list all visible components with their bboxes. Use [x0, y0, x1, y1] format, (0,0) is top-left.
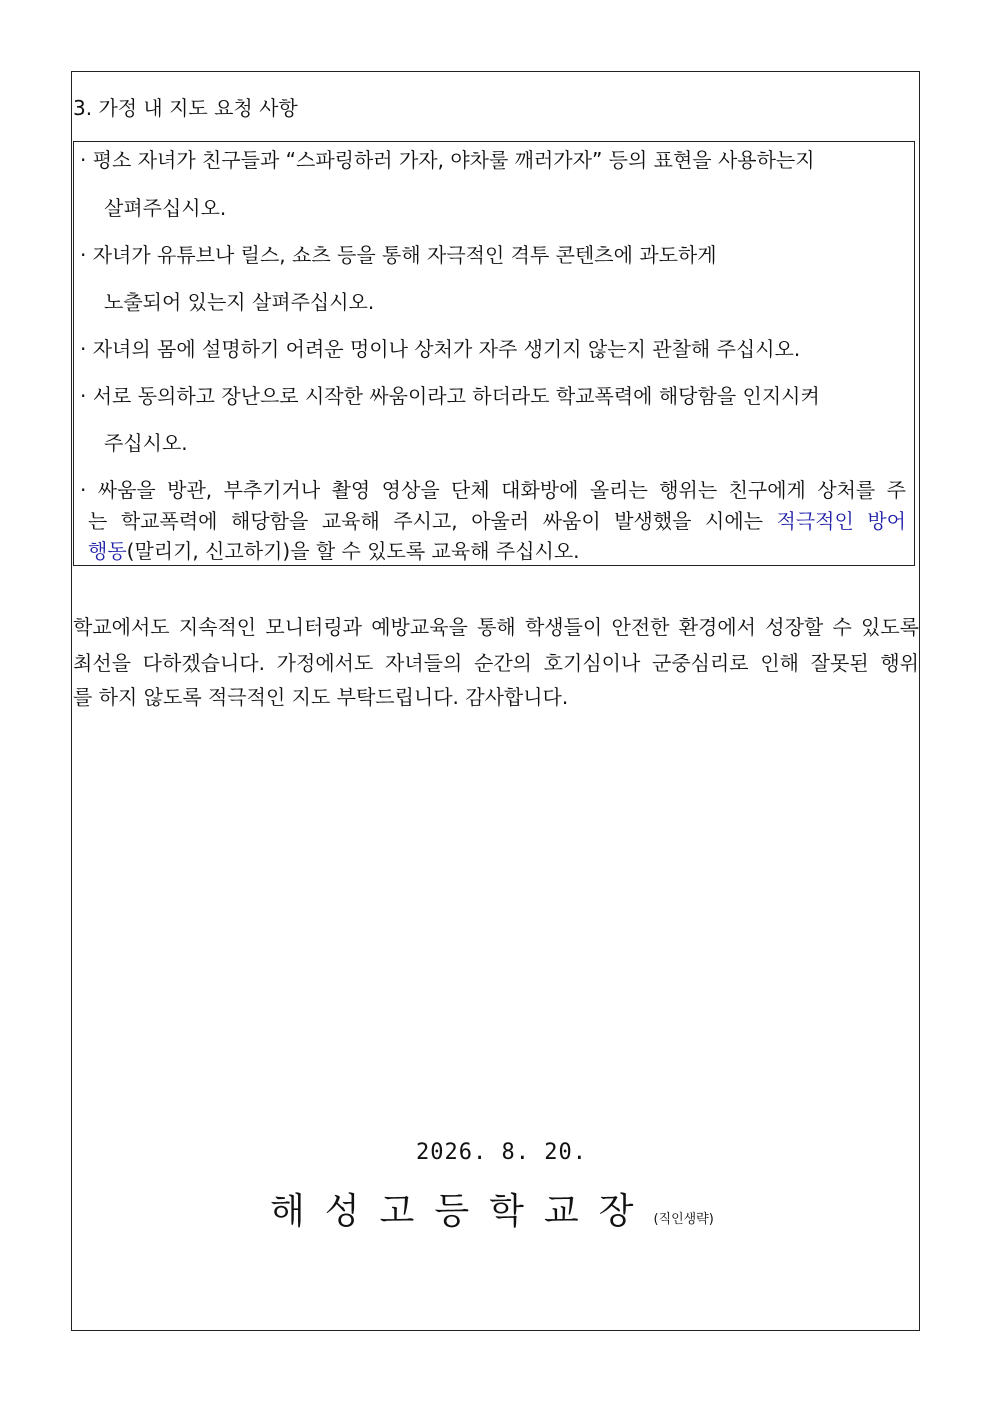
- closing-paragraph-line-3: 를 하지 않도록 적극적인 지도 부탁드립니다. 감사합니다.: [73, 685, 569, 709]
- request-item-4-continued: 주십시오.: [104, 431, 188, 455]
- request-item-5-line2-text: 는 학교폭력에 해당함을 교육해 주시고, 아울러 싸움이 발생했을 시에는: [88, 509, 777, 533]
- request-item-1: · 평소 자녀가 친구들과 “스파링하러 가자, 야차룰 깨러가자” 등의 표현을 사용하는지: [80, 148, 815, 172]
- request-item-5-line3: [88, 538, 580, 564]
- request-box: [73, 141, 915, 566]
- issue-date: 2026. 8. 20.: [416, 1140, 587, 1165]
- request-item-2: · 자녀가 유튜브나 릴스, 쇼츠 등을 통해 자극적인 격투 콘텐츠에 과도하게: [80, 243, 717, 267]
- closing-paragraph-line-1: 학교에서도 지속적인 모니터링과 예방교육을 통해 학생들이 안전한 환경에서 성장할 수 있도록: [73, 615, 919, 639]
- closing-paragraph-line-2: 최선을 다하겠습니다. 가정에서도 자녀들의 순간의 호기심이나 군중심리로 인해 잘못된 행위: [73, 651, 919, 675]
- principal-signature: [270, 1190, 714, 1242]
- request-item-5-line3-text: (말리기, 신고하기)을 할 수 있도록 교육해 주십시오.: [126, 539, 580, 563]
- highlight-defense: 적극적인 방어: [776, 509, 906, 533]
- request-item-5: · 싸움을 방관, 부추기거나 촬영 영상을 단체 대화방에 올리는 행위는 친구에게 상처를 주: [80, 478, 906, 502]
- request-item-3: · 자녀의 몸에 설명하기 어려운 멍이나 상처가 자주 생기지 않는지 관찰해 주십시오.: [80, 337, 801, 361]
- seal-omitted-note: (직인생략): [653, 1212, 714, 1227]
- request-item-5-line2: [88, 508, 906, 534]
- request-item-1-continued: 살펴주십시오.: [104, 196, 227, 220]
- highlight-action: 행동: [88, 539, 127, 563]
- section-heading: 3. 가정 내 지도 요청 사항: [73, 96, 298, 120]
- request-item-2-continued: 노출되어 있는지 살펴주십시오.: [104, 290, 375, 314]
- principal-name: 해성고등학교장: [270, 1191, 654, 1232]
- request-item-4: · 서로 동의하고 장난으로 시작한 싸움이라고 하더라도 학교폭력에 해당함을 인지시켜: [80, 384, 820, 408]
